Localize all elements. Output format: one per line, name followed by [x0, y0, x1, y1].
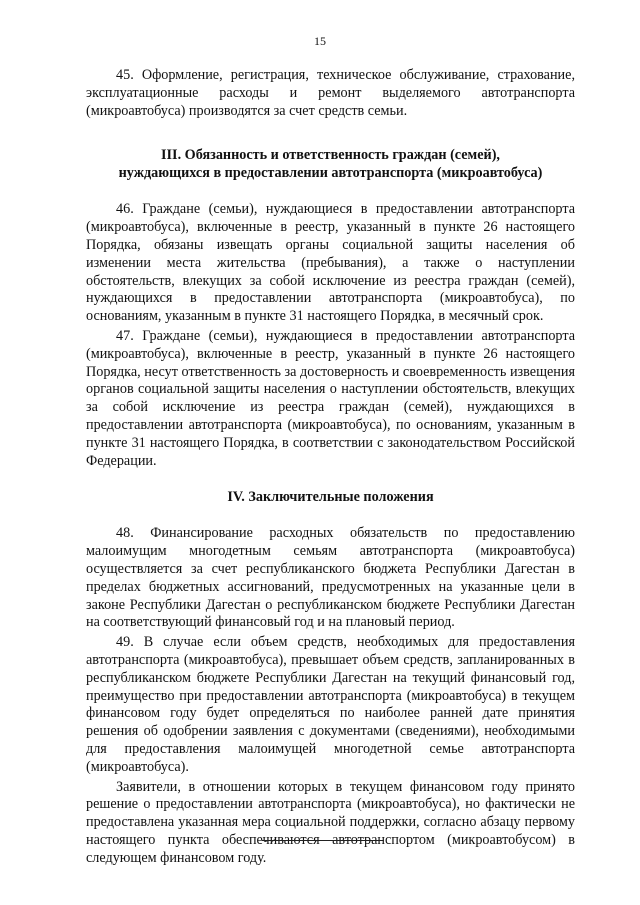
section-4-title: IV. Заключительные положения: [227, 489, 434, 506]
paragraph-49: 49. В случае если объем средств, необходимых для предоставления автотранспорта (микроавтобуса), превышает объем средств, запланированных в республиканском бюджете Республики Дагестан на текущий финансовый год, преимущество при предоставлении автотранспорта (микроавтобуса) в текущем финансовом году будет определяться по наиболее ранней дате принятия решения об одобрении заявления с документами (сведениями), необходимыми для предоставления малоимущей многодетной семье автотранспорта (микроавтобуса).: [86, 634, 575, 775]
document-body: [86, 67, 575, 867]
section-4-heading: [86, 488, 575, 506]
paragraph-45: 45. Оформление, регистрация, техническое обслуживание, страхование, эксплуатационные расходы и ремонт выделяемого автотранспорта (микроавтобуса) производятся за счет средств семьи.: [86, 67, 575, 119]
section-3-title-line-2: нуждающихся в предоставлении автотранспорта (микроавтобуса): [118, 165, 543, 182]
paragraph-49-continuation: Заявители, в отношении которых в текущем финансовом году принято решение о предоставлении автотранспорта (микроавтобуса), но фактически не предоставлена указанная мера социальной поддержки, согласно абзацу первому настоящего пункта обеспечиваются автотранспортом (микроавтобусом) в следующем финансовом году.: [86, 778, 575, 866]
paragraph-48: 48. Финансирование расходных обязательств по предоставлению малоимущим многодетным семьям автотранспорта (микроавтобуса) осуществляется за счет республиканского бюджета Республики Дагестан в пределах бюджетных ассигнований, предусмотренных на указанные цели в законе Республики Дагестан о республиканском бюджете Республики Дагестан на соответствующий финансовый год и на плановый период.: [86, 525, 575, 631]
section-3-heading: [86, 146, 575, 182]
page-number: 15: [314, 34, 326, 48]
paragraph-47: 47. Граждане (семьи), нуждающиеся в предоставлении автотранспорта (микроавтобуса), включенные в реестр, указанный в пункте 26 настоящего Порядка, несут ответственность за достоверность и своевременность извещения органов социальной защиты населения о наступлении обстоятельств, влекущих за собой исключение из реестра граждан (семей), нуждающихся в предоставлении автотранспорта (микроавтобуса), по основаниям, указанным в пункте 31 настоящего Порядка, в соответствии с законодательством Российской Федерации.: [86, 327, 575, 469]
paragraph-46: 46. Граждане (семьи), нуждающиеся в предоставлении автотранспорта (микроавтобуса), включенные в реестр, указанный в пункте 26 настоящего Порядка, обязаны извещать органы социальной защиты населения об изменении места жительства (пребывания), а также о наступлении обстоятельств, влекущих за собой исключение из реестра граждан (семей), нуждающихся в предоставлении автотранспорта (микроавтобуса), по основаниям, указанным в пункте 31 настоящего Порядка, в месячный срок.: [86, 201, 575, 325]
closing-divider-line: [262, 840, 384, 841]
section-3-title-line-1: III. Обязанность и ответственность граждан (семей),: [161, 147, 500, 164]
